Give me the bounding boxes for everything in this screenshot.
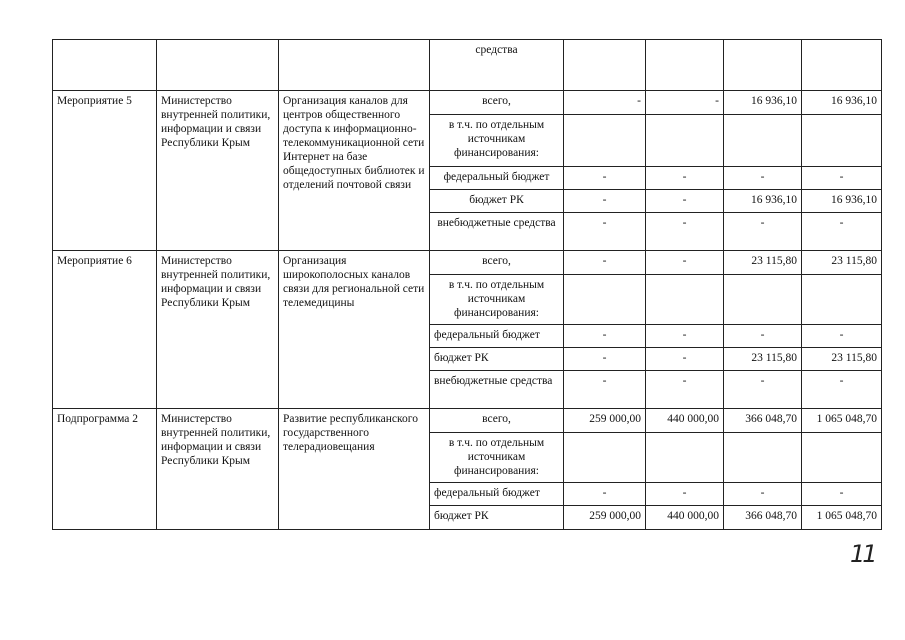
value-cell: - bbox=[802, 325, 882, 348]
executor-name: Министерство внутренней политики, информации и связи Республики Крым bbox=[157, 91, 279, 251]
executor-name: Министерство внутренней политики, информации и связи Республики Крым bbox=[157, 409, 279, 530]
source-cell: бюджет РК bbox=[430, 190, 564, 213]
table-row bbox=[53, 91, 882, 115]
measure-name: Подпрограмма 2 bbox=[53, 409, 157, 530]
value-cell bbox=[802, 115, 882, 167]
value-cell: - bbox=[802, 483, 882, 506]
value-cell bbox=[802, 40, 882, 91]
value-cell bbox=[802, 275, 882, 325]
value-cell: 259 000,00 bbox=[564, 506, 646, 530]
value-cell: - bbox=[646, 213, 724, 251]
value-cell bbox=[724, 275, 802, 325]
source-cell: бюджет РК bbox=[430, 506, 564, 530]
value-cell: 259 000,00 bbox=[564, 409, 646, 433]
title-cell bbox=[279, 40, 430, 91]
table-row bbox=[53, 251, 882, 275]
value-cell bbox=[646, 433, 724, 483]
value-cell: 1 065 048,70 bbox=[802, 506, 882, 530]
value-cell: 1 065 048,70 bbox=[802, 409, 882, 433]
value-cell bbox=[646, 115, 724, 167]
source-cell: средства bbox=[430, 40, 564, 91]
value-cell: - bbox=[564, 251, 646, 275]
source-cell: бюджет РК bbox=[430, 348, 564, 371]
value-cell: - bbox=[646, 348, 724, 371]
name-cell bbox=[53, 40, 157, 91]
value-cell: 366 048,70 bbox=[724, 506, 802, 530]
value-cell: 440 000,00 bbox=[646, 409, 724, 433]
value-cell: - bbox=[564, 325, 646, 348]
measure-name: Мероприятие 6 bbox=[53, 251, 157, 409]
value-cell: - bbox=[802, 167, 882, 190]
source-cell: в т.ч. по отдельным источникам финансирования: bbox=[430, 115, 564, 167]
value-cell: 23 115,80 bbox=[802, 348, 882, 371]
value-cell: - bbox=[802, 213, 882, 251]
measure-title: Организация широкополосных каналов связи для региональной сети телемедицины bbox=[279, 251, 430, 409]
value-cell: - bbox=[646, 190, 724, 213]
value-cell: 16 936,10 bbox=[802, 91, 882, 115]
source-cell: всего, bbox=[430, 409, 564, 433]
value-cell: - bbox=[564, 213, 646, 251]
value-cell: - bbox=[564, 348, 646, 371]
value-cell: - bbox=[802, 371, 882, 409]
value-cell: - bbox=[646, 251, 724, 275]
value-cell: 16 936,10 bbox=[724, 91, 802, 115]
value-cell bbox=[646, 275, 724, 325]
executor-name: Министерство внутренней политики, информации и связи Республики Крым bbox=[157, 251, 279, 409]
value-cell: - bbox=[646, 91, 724, 115]
source-cell: внебюджетные средства bbox=[430, 213, 564, 251]
value-cell: 23 115,80 bbox=[724, 251, 802, 275]
value-cell bbox=[564, 275, 646, 325]
value-cell: - bbox=[646, 167, 724, 190]
value-cell bbox=[724, 40, 802, 91]
page-number: 11 bbox=[850, 540, 875, 568]
value-cell: - bbox=[724, 483, 802, 506]
value-cell bbox=[724, 433, 802, 483]
value-cell: - bbox=[646, 483, 724, 506]
value-cell: 16 936,10 bbox=[724, 190, 802, 213]
value-cell: - bbox=[564, 91, 646, 115]
executor-cell bbox=[157, 40, 279, 91]
value-cell: 16 936,10 bbox=[802, 190, 882, 213]
value-cell: - bbox=[564, 167, 646, 190]
value-cell: 23 115,80 bbox=[724, 348, 802, 371]
value-cell: - bbox=[646, 371, 724, 409]
value-cell: - bbox=[724, 325, 802, 348]
source-cell: федеральный бюджет bbox=[430, 167, 564, 190]
value-cell: 440 000,00 bbox=[646, 506, 724, 530]
financing-table bbox=[52, 39, 882, 530]
value-cell: - bbox=[564, 483, 646, 506]
value-cell bbox=[646, 40, 724, 91]
value-cell: 366 048,70 bbox=[724, 409, 802, 433]
source-cell: внебюджетные средства bbox=[430, 371, 564, 409]
value-cell: 23 115,80 bbox=[802, 251, 882, 275]
value-cell bbox=[724, 115, 802, 167]
value-cell: - bbox=[724, 371, 802, 409]
source-cell: всего, bbox=[430, 91, 564, 115]
value-cell: - bbox=[564, 371, 646, 409]
value-cell bbox=[564, 433, 646, 483]
value-cell bbox=[564, 115, 646, 167]
source-cell: в т.ч. по отдельным источникам финансирования: bbox=[430, 275, 564, 325]
value-cell bbox=[802, 433, 882, 483]
source-cell: всего, bbox=[430, 251, 564, 275]
continuation-row bbox=[53, 40, 882, 91]
measure-title: Развитие республиканского государственного телерадиовещания bbox=[279, 409, 430, 530]
measure-name: Мероприятие 5 bbox=[53, 91, 157, 251]
table-row bbox=[53, 409, 882, 433]
value-cell: - bbox=[646, 325, 724, 348]
value-cell: - bbox=[724, 213, 802, 251]
source-cell: федеральный бюджет bbox=[430, 483, 564, 506]
value-cell: - bbox=[724, 167, 802, 190]
measure-title: Организация каналов для центров общественного доступа к информационно-телекоммуникационной сети Интернет на базе общедоступных библиотек и отделений почтовой связи bbox=[279, 91, 430, 251]
value-cell bbox=[564, 40, 646, 91]
source-cell: в т.ч. по отдельным источникам финансирования: bbox=[430, 433, 564, 483]
value-cell: - bbox=[564, 190, 646, 213]
source-cell: федеральный бюджет bbox=[430, 325, 564, 348]
